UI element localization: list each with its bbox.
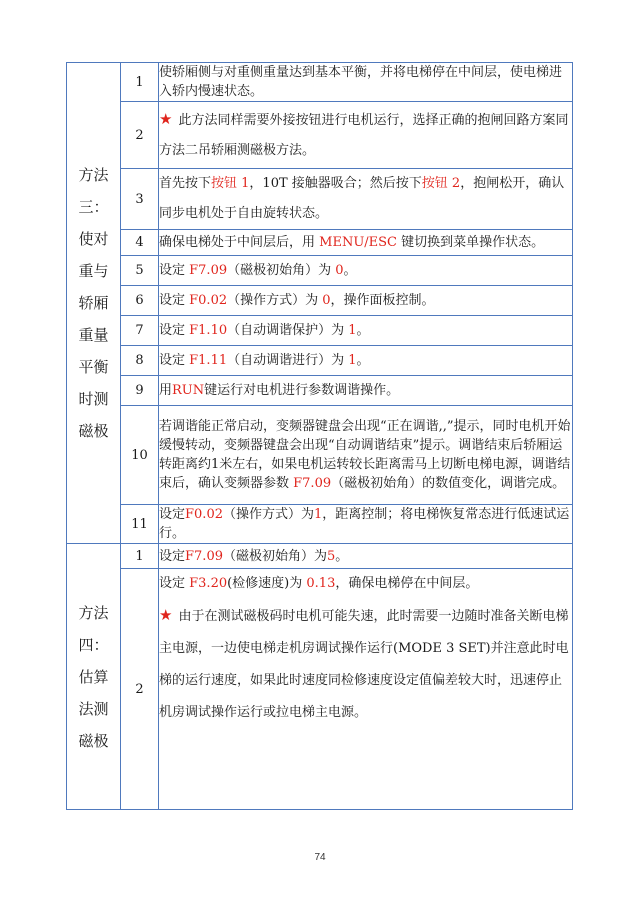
step-text: 用RUN键运行对电机进行参数调谐操作。 — [159, 376, 573, 406]
step-text: 确保电梯处于中间层后，用 MENU/ESC 键切换到菜单操作状态。 — [159, 230, 573, 256]
step-number: 2 — [121, 569, 159, 810]
step-text: ★ 此方法同样需要外接按钮进行电机运行，选择正确的抱闸回路方案同方法二吊轿厢测磁极方法。 — [159, 102, 573, 169]
method-4-label: 方法 四： 估算 法测 磁极 — [67, 544, 121, 810]
table-row — [67, 544, 573, 569]
star-icon: ★ — [159, 110, 173, 128]
table-row — [67, 376, 573, 406]
table-row — [67, 256, 573, 286]
step-number: 1 — [121, 63, 159, 102]
table-row — [67, 63, 573, 102]
step-number: 11 — [121, 505, 159, 544]
procedure-table — [66, 62, 573, 810]
step-number: 3 — [121, 169, 159, 230]
step-number: 6 — [121, 286, 159, 316]
table-row — [67, 102, 573, 169]
method-3-label: 方法 三： 使对 重与 轿厢 重量 平衡 时测 磁极 — [67, 63, 121, 544]
table-row — [67, 406, 573, 505]
table-row — [67, 286, 573, 316]
step-number: 1 — [121, 544, 159, 569]
table-row — [67, 346, 573, 376]
step-text: 首先按下按钮 1，10T 接触器吸合；然后按下按钮 2，抱闸松开，确认同步电机处于自由旋转状态。 — [159, 169, 573, 230]
step-number: 10 — [121, 406, 159, 505]
step-text: 若调谐能正常启动，变频器键盘会出现“正在调谐,,”提示，同时电机开始缓慢转动，变频器键盘会出现“自动调谐结束”提示。调谐结束后轿厢运转距离约1米左右，如果电机运转较长距离需马上切断电梯电源，调谐结束后，确认变频器参数 F7.09（磁极初始角）的数值变化，调谐完成。 — [159, 406, 573, 505]
page-number: 74 — [314, 852, 326, 863]
warning-note: 由于在测试磁极码时电机可能失速，此时需要一边随时准备关断电梯主电源，一边使电梯走机房调试操作运行(MODE 3 SET)并注意此时电梯的运行速度，如果此时速度同检修速度设定值偏差较大时，迅速停止机房调试操作运行或拉电梯主电源。 — [159, 609, 569, 720]
step-text: 设定 F1.11（自动调谐进行）为 1。 — [159, 346, 573, 376]
step-number: 4 — [121, 230, 159, 256]
step-text: 设定 F0.02（操作方式）为 0，操作面板控制。 — [159, 286, 573, 316]
step-text: 设定 F3.20(检修速度)为 0.13，确保电梯停在中间层。 ★ 由于在测试磁极码时电机可能失速，此时需要一边随时准备关断电梯主电源，一边使电梯走机房调试操作运行(MODE 3 SET)并注意此时电梯的运行速度，如果此时速度同检修速度设定值偏差较大时，迅速停止机房调试操作运行或拉电梯主电源。 — [159, 569, 573, 810]
table-row — [67, 316, 573, 346]
table-row — [67, 569, 573, 810]
step-number: 2 — [121, 102, 159, 169]
step-text: 设定F0.02（操作方式）为1，距离控制；将电梯恢复常态进行低速试运行。 — [159, 505, 573, 544]
step-text: 设定F7.09（磁极初始角）为5。 — [159, 544, 573, 569]
table-row — [67, 505, 573, 544]
step-number: 7 — [121, 316, 159, 346]
table-row — [67, 169, 573, 230]
step-text: 使轿厢侧与对重侧重量达到基本平衡，并将电梯停在中间层，使电梯进入轿内慢速状态。 — [159, 63, 573, 102]
step-number: 8 — [121, 346, 159, 376]
step-text: 设定 F7.09（磁极初始角）为 0。 — [159, 256, 573, 286]
table-row — [67, 230, 573, 256]
star-icon: ★ — [159, 606, 173, 624]
step-number: 5 — [121, 256, 159, 286]
step-text: 设定 F1.10（自动调谐保护）为 1。 — [159, 316, 573, 346]
step-number: 9 — [121, 376, 159, 406]
